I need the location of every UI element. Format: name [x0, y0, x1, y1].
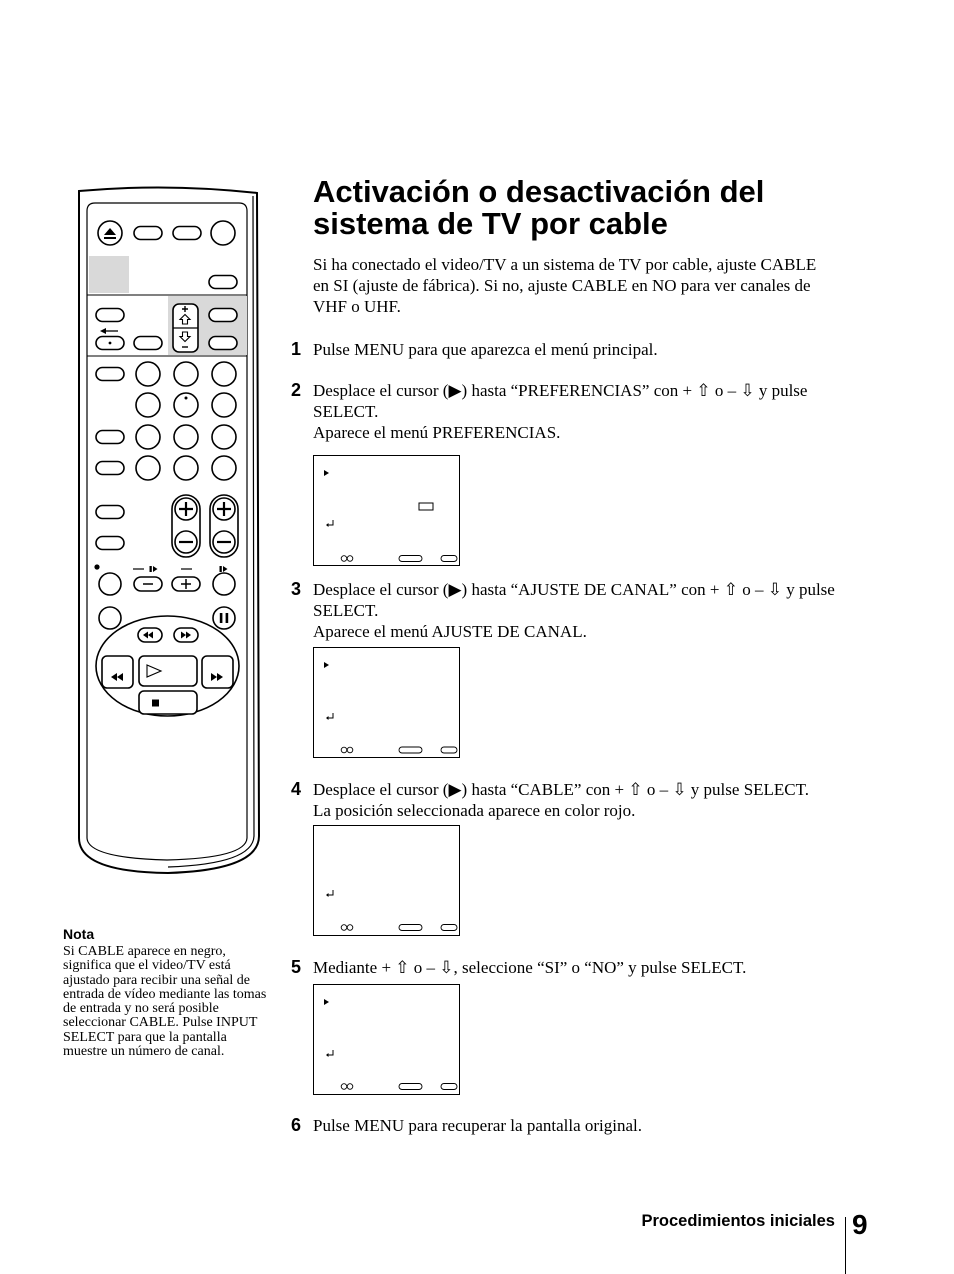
step-text [313, 779, 809, 821]
stop-button [139, 691, 197, 714]
number-button [212, 425, 236, 449]
intro-line: en SI (ajuste de fábrica). Si no, ajuste CABLE en NO para ver canales de [313, 275, 811, 295]
record-button [99, 573, 121, 595]
step-text-line: La posición seleccionada aparece en color rojo. [313, 800, 636, 820]
return-arrow-icon [100, 328, 118, 334]
tactile-dot [185, 397, 188, 400]
dot-button [96, 337, 124, 350]
menu-screen-cable-setting [313, 984, 460, 1095]
step-text-line: Mediante + ⇧ o – ⇩, seleccione “SI” o “NO” y pulse SELECT. [313, 957, 747, 977]
step-text-line: SELECT. [313, 600, 379, 620]
pill-button [134, 227, 162, 240]
record-dot-icon [94, 564, 99, 569]
note-line: entrada de vídeo mediante las tomas [63, 986, 267, 1002]
step-3 [290, 578, 850, 641]
return-icon [326, 890, 333, 897]
rocker-left [172, 495, 200, 557]
step-text [313, 579, 835, 642]
number-button [174, 456, 198, 480]
step-1 [290, 339, 850, 360]
intro-line: Si ha conectado el video/TV a un sistema de TV por cable, ajuste CABLE [313, 254, 817, 274]
note-line: ajustado para recibir una señal de [63, 972, 250, 988]
step-number: 2 [291, 379, 302, 400]
menu-screen-ajuste-de-canal [313, 647, 460, 758]
intro-paragraph [313, 254, 816, 317]
play-button [139, 656, 197, 686]
pill-button [96, 431, 124, 444]
note-line: significa que el video/TV está [63, 958, 231, 974]
step-text-line: Desplace el cursor (▶) hasta “CABLE” con + ⇧ o – ⇩ y pulse SELECT. [313, 779, 810, 799]
shaded-area-left [89, 256, 129, 293]
number-button [136, 456, 160, 480]
step-text-line: Pulse MENU para que aparezca el menú principal. [313, 339, 658, 359]
menu-tab-outline [441, 925, 457, 931]
round-button [99, 607, 121, 629]
step-5 [290, 957, 850, 978]
menu-tab-outline [399, 747, 422, 753]
rewind-button [102, 656, 133, 688]
menu-screen-cable-selected [313, 825, 460, 936]
number-button [212, 362, 236, 386]
setting-box [419, 503, 433, 510]
step-number: 4 [291, 778, 302, 799]
step-text-line: Desplace el cursor (▶) hasta “PREFERENCIAS” con + ⇧ o – ⇩ y pulse [313, 380, 808, 400]
menu-screen-preferencias [313, 455, 460, 566]
note-heading: Nota [63, 926, 95, 942]
step-play-icon [220, 566, 228, 572]
note-line: Si CABLE aparece en negro, [63, 944, 226, 959]
step-text [313, 957, 746, 978]
number-button [212, 456, 236, 480]
menu-tab-outline [441, 556, 457, 562]
select-icon [341, 1084, 353, 1090]
step-text-line: SELECT. [313, 401, 379, 421]
rocker-right [210, 495, 238, 557]
page-divider [845, 1217, 846, 1274]
step-text [313, 1115, 642, 1136]
pill-button [96, 462, 124, 475]
step-number: 3 [291, 578, 302, 599]
round-button [213, 573, 235, 595]
step-text [313, 339, 658, 360]
step-number: 5 [291, 956, 302, 977]
page-number: 9 [852, 1209, 868, 1240]
note-body [63, 945, 266, 1059]
plus-button [172, 577, 200, 591]
select-icon [341, 925, 353, 931]
remote-control-illustration [70, 180, 270, 880]
pill-button [173, 227, 201, 240]
fast-forward-small-button [174, 628, 198, 642]
number-button [136, 425, 160, 449]
cursor-icon [324, 470, 329, 476]
number-button [212, 393, 236, 417]
pill-button [134, 337, 162, 350]
power-button [211, 221, 235, 245]
return-icon [326, 520, 333, 527]
cursor-icon [324, 999, 329, 1005]
menu-tab-outline [441, 1084, 457, 1090]
menu-tab-outline [399, 925, 422, 931]
step-text-line: Aparece el menú AJUSTE DE CANAL. [313, 621, 587, 641]
menu-tab-outline [441, 747, 457, 753]
channel-rocker [173, 304, 198, 352]
step-2 [290, 379, 850, 442]
pill-button [96, 506, 124, 519]
page-title: Activación o desactivación del sistema de TV por cable [313, 174, 765, 241]
note-line: seleccionar CABLE. Pulse INPUT [63, 1015, 258, 1031]
pill-button [96, 368, 124, 381]
select-icon [341, 556, 353, 562]
step-number: 1 [291, 338, 302, 359]
note-line: muestre un número de canal. [63, 1044, 225, 1060]
return-icon [326, 713, 333, 720]
minus-button [134, 577, 162, 591]
pill-button [209, 276, 237, 289]
menu-tab-outline [399, 556, 422, 562]
intro-line: VHF o UHF. [313, 296, 401, 316]
pill-button [96, 309, 124, 322]
fast-forward-button [202, 656, 233, 688]
step-text-line: Aparece el menú PREFERENCIAS. [313, 422, 561, 442]
return-icon [326, 1050, 333, 1057]
stop-icon [152, 700, 159, 707]
select-icon [341, 747, 353, 753]
number-button [174, 425, 198, 449]
pill-button [96, 537, 124, 550]
step-4 [290, 778, 850, 820]
note-line: SELECT para que la pantalla [63, 1029, 227, 1045]
eject-button [98, 221, 122, 245]
number-button [174, 362, 198, 386]
step-number: 6 [291, 1114, 302, 1135]
section-name: Procedimientos iniciales [641, 1212, 835, 1230]
pause-button [213, 607, 235, 629]
rewind-small-button [138, 628, 162, 642]
number-button [136, 393, 160, 417]
step-text-line: Desplace el cursor (▶) hasta “AJUSTE DE CANAL” con + ⇧ o – ⇩ y pulse [313, 579, 835, 599]
pill-button [209, 337, 237, 350]
note-line: de entrada y no será posible [63, 1001, 219, 1017]
cursor-icon [324, 662, 329, 668]
step-text [313, 380, 807, 443]
menu-tab-outline [399, 1084, 422, 1090]
step-text-line: Pulse MENU para recuperar la pantalla original. [313, 1115, 643, 1135]
step-6 [290, 1115, 850, 1136]
pause-icon [220, 613, 223, 623]
number-button [136, 362, 160, 386]
pill-button [209, 309, 237, 322]
slow-play-icon [150, 566, 158, 572]
